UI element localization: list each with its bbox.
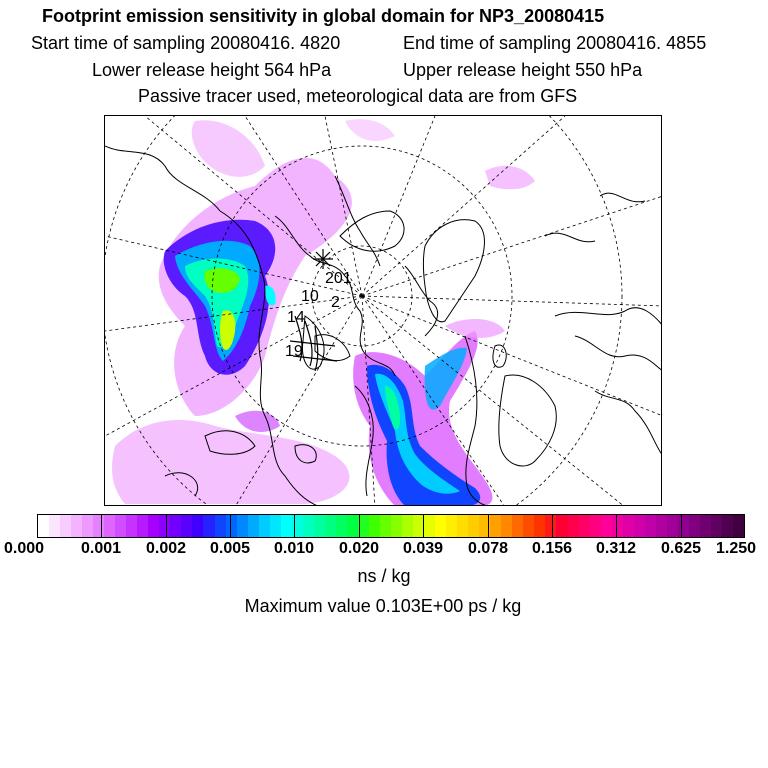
sensitivity-field: [112, 119, 535, 506]
colorbar-swatch: [656, 515, 667, 537]
colorbar-swatch: [711, 515, 722, 537]
colorbar-swatch: [446, 515, 457, 537]
colorbar-tick-label: 0.001: [80, 540, 122, 557]
colorbar-swatch: [303, 515, 314, 537]
colorbar-swatch: [248, 515, 259, 537]
colorbar-swatch: [700, 515, 711, 537]
colorbar-swatch: [192, 515, 203, 537]
colorbar-tick: [616, 514, 617, 538]
colorbar-tick-label: 1.250: [715, 540, 757, 557]
colorbar-tick-label: 0.039: [402, 540, 444, 557]
colorbar-swatch: [148, 515, 159, 537]
colorbar-swatch: [512, 515, 523, 537]
colorbar-swatch: [215, 515, 226, 537]
colorbar-swatch: [259, 515, 270, 537]
colorbar-swatch: [722, 515, 733, 537]
colorbar-tick-label: 0.005: [209, 540, 251, 557]
colorbar-swatch: [645, 515, 656, 537]
colorbar-tick-label: 0.156: [531, 540, 573, 557]
colorbar-tick-label: 0.002: [145, 540, 187, 557]
colorbar-swatch: [226, 515, 237, 537]
colorbar-tick-label: 0.010: [273, 540, 315, 557]
colorbar-swatch: [38, 515, 49, 537]
track-label: 10: [301, 288, 319, 305]
colorbar-swatch: [93, 515, 104, 537]
map-canvas: [105, 116, 662, 506]
colorbar-swatch: [435, 515, 446, 537]
colorbar-tick: [488, 514, 489, 538]
start-time: Start time of sampling 20080416. 4820: [31, 33, 341, 53]
colorbar-tick-label: 0.625: [660, 540, 702, 557]
end-time: End time of sampling 20080416. 4855: [403, 33, 707, 53]
colorbar-swatch: [634, 515, 645, 537]
colorbar-tick: [359, 514, 360, 538]
colorbar-swatch: [126, 515, 137, 537]
colorbar-swatch: [733, 515, 744, 537]
colorbar-tick: [552, 514, 553, 538]
colorbar-swatch: [325, 515, 336, 537]
colorbar-swatch: [545, 515, 556, 537]
colorbar-tick: [681, 514, 682, 538]
track-label: 2: [331, 294, 340, 311]
colorbar-swatch: [203, 515, 214, 537]
colorbar-swatch: [534, 515, 545, 537]
colorbar-tick: [230, 514, 231, 538]
track-label: 19: [285, 343, 303, 360]
colorbar-swatch: [579, 515, 590, 537]
colorbar-swatch: [667, 515, 678, 537]
colorbar: [37, 514, 745, 538]
colorbar-swatch: [678, 515, 689, 537]
colorbar-tick-label: 0.020: [338, 540, 380, 557]
colorbar-swatch: [501, 515, 512, 537]
colorbar-swatch: [82, 515, 93, 537]
colorbar-swatch: [270, 515, 281, 537]
colorbar-swatch: [159, 515, 170, 537]
max-value: Maximum value 0.103E+00 ps / kg: [244, 596, 522, 616]
colorbar-swatch: [49, 515, 60, 537]
colorbar-swatch: [115, 515, 126, 537]
colorbar-swatch: [137, 515, 148, 537]
units-label: ns / kg: [357, 566, 411, 586]
colorbar-swatch: [104, 515, 115, 537]
colorbar-swatch: [590, 515, 601, 537]
upper-release-height: Upper release height 550 hPa: [403, 60, 643, 80]
colorbar-tick: [166, 514, 167, 538]
colorbar-swatch: [523, 515, 534, 537]
colorbar-tick: [423, 514, 424, 538]
colorbar-swatch: [391, 515, 402, 537]
colorbar-swatch: [468, 515, 479, 537]
colorbar-swatch: [181, 515, 192, 537]
colorbar-swatch: [689, 515, 700, 537]
colorbar-tick-label: 0.000: [3, 540, 45, 557]
colorbar-swatch: [314, 515, 325, 537]
colorbar-swatch: [347, 515, 358, 537]
colorbar-swatch: [369, 515, 380, 537]
colorbar-swatch: [60, 515, 71, 537]
tracer-note: Passive tracer used, meteorological data are from GFS: [138, 86, 578, 106]
colorbar-tick-label: 0.312: [595, 540, 637, 557]
colorbar-swatch: [402, 515, 413, 537]
colorbar-swatch: [380, 515, 391, 537]
track-label: 14: [287, 309, 305, 326]
colorbar-swatch: [457, 515, 468, 537]
colorbar-swatch: [170, 515, 181, 537]
colorbar-swatch: [281, 515, 292, 537]
colorbar-swatch: [623, 515, 634, 537]
track-labels: [285, 270, 352, 360]
colorbar-swatch: [71, 515, 82, 537]
colorbar-swatch: [612, 515, 623, 537]
colorbar-tick-label: 0.078: [467, 540, 509, 557]
colorbar-swatch: [568, 515, 579, 537]
colorbar-swatch: [336, 515, 347, 537]
colorbar-swatch: [556, 515, 567, 537]
release-marker: [313, 249, 333, 269]
colorbar-tick: [294, 514, 295, 538]
track-label: 201: [325, 270, 352, 287]
colorbar-swatch: [237, 515, 248, 537]
colorbar-swatch: [424, 515, 435, 537]
colorbar-swatch: [490, 515, 501, 537]
footprint-map: [104, 115, 662, 506]
colorbar-tick: [101, 514, 102, 538]
lower-release-height: Lower release height 564 hPa: [92, 60, 332, 80]
map-title: Footprint emission sensitivity in global domain for NP3_20080415: [42, 6, 605, 26]
colorbar-swatch: [601, 515, 612, 537]
